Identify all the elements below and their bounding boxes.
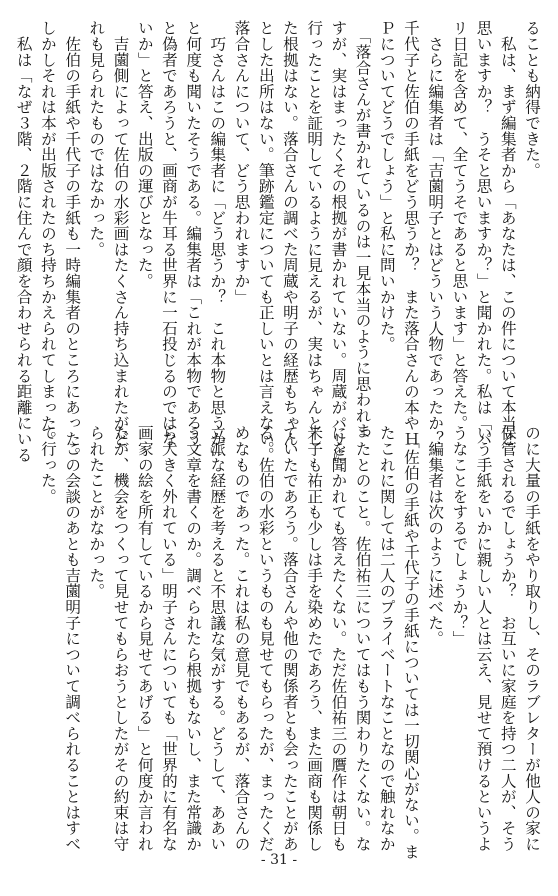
text-line: た根拠はない。落合さんの調べた周蔵や明子の経歴もちゃん: [280, 20, 299, 447]
text-line: 落合さんについて、どう思われますか」: [232, 20, 251, 305]
text-line: 私は「なぜ３階、２階に住んで顔を合わせられる距離にいる: [14, 20, 33, 463]
text-line: 佐伯の手紙や千代子の手紙も一時編集者のところにあった。: [63, 20, 82, 463]
text-line: とした出所はない。筆跡鑑定についても正しいとは言えない。: [256, 20, 275, 463]
text-line: 思いますか？ うそと思いますか？」と聞かれた。私は「パ: [474, 20, 493, 447]
text-line: さらに編集者は「吉薗明子とはどういう人物であったか？: [426, 20, 445, 447]
text-line: 立派な経歴を考えると不思議な気がする。どうして、ああい: [208, 425, 227, 852]
upper-text-block: [14, 20, 544, 463]
text-line: すが、実はまったくその根拠が書かれていない。周蔵がパリに: [329, 20, 348, 463]
text-line: 吉薗側によって佐伯の水彩画はたくさん持ち込まれたがど: [111, 20, 130, 447]
text-line: て行った。: [38, 425, 57, 504]
text-line: この会談のあとも吉薗明子について調べられることはすべ: [63, 425, 82, 852]
text-line: ることも納得できた。: [523, 20, 541, 178]
text-line: 保管されるでしょうか？ お互いに家庭を持つ二人が、そう: [498, 425, 517, 852]
text-line: 編集者は次のように述べた。: [426, 425, 445, 647]
text-line: と偽者であろうと、画商が牛耳る世界に一石投じるのではな: [159, 20, 178, 447]
text-line: めなものであった。これは私の意見でもあるが、落合さんの: [232, 425, 251, 852]
text-line: う文章を書くのか。調べられたら根拠もないし、また常識か: [184, 425, 203, 852]
text-line: 米子も祐正も少しは手を染めたであろう、また画商も関係し: [305, 425, 324, 852]
text-line: いか」と答え、出版の運びとなった。: [135, 20, 154, 289]
text-line: 行ったことを証明しているように見えるが、実はちゃんとし: [305, 20, 324, 447]
text-line: Ｐについてどうでしょう」と私に問いかけた。: [377, 20, 396, 352]
page-number: - 31 -: [260, 852, 298, 868]
text-line: のに大量の手紙をやり取りし、そのラブレターが他人の家に: [523, 425, 541, 852]
text-line: と何度も聞いたそうである。編集者は「これが本物であろう: [184, 20, 203, 447]
text-line: にを聞かれても答えたくない。ただ佐伯祐三の贋作は朝日も: [329, 425, 348, 852]
text-line: いう手紙をいかに親しい人とは云え、見せて預けるというよ: [474, 425, 493, 852]
text-line: うなことをするでしょうか？」: [450, 425, 469, 647]
text-line: 「佐伯の手紙や千代子の手紙については一切関心がない。ま: [401, 425, 420, 860]
text-line: る。佐伯の水彩というものも見せてもらったが、まったくだ: [256, 425, 275, 852]
text-line: 私は、まず編集者から「あなたは、この件について本当と: [498, 20, 517, 447]
text-line: しかしそれは本が出版されたのち持ちかえられてしまった。: [38, 20, 57, 447]
text-line: れも見られたものではなかった。: [87, 20, 106, 257]
text-line: たが、機会をつくって見せてもらおうとしたがその約束は守: [111, 425, 130, 852]
text-line: られたことがなかった。: [87, 425, 106, 599]
text-line: ていたであろう。落合さんや他の関係者とも会ったことがあ: [280, 425, 299, 852]
text-line: 「落合さんが書かれているのは一見本当のように思われま: [353, 20, 372, 439]
text-line: ら大きく外れている」明子さんについても「世界的に有名な: [159, 425, 178, 852]
text-line: リ日記を含めて、全てうそであると思います」と答えた。: [450, 20, 469, 431]
text-line: 画家の絵を所有しているから見せてあげる」と何度か言われ: [135, 425, 154, 852]
text-line: 千代子と佐伯の手紙をどう思うか？ また落合さんの本やＨ: [401, 20, 420, 447]
text-line: ったとのこと。佐伯祐三についてはもう関わりたくない。な: [353, 425, 372, 852]
text-line: 巧さんはこの編集者に「どう思うか？ これ本物と思うか」: [208, 20, 227, 463]
text-line: たこれに関しては二人のプライベートなことなので触れなか: [377, 425, 396, 852]
